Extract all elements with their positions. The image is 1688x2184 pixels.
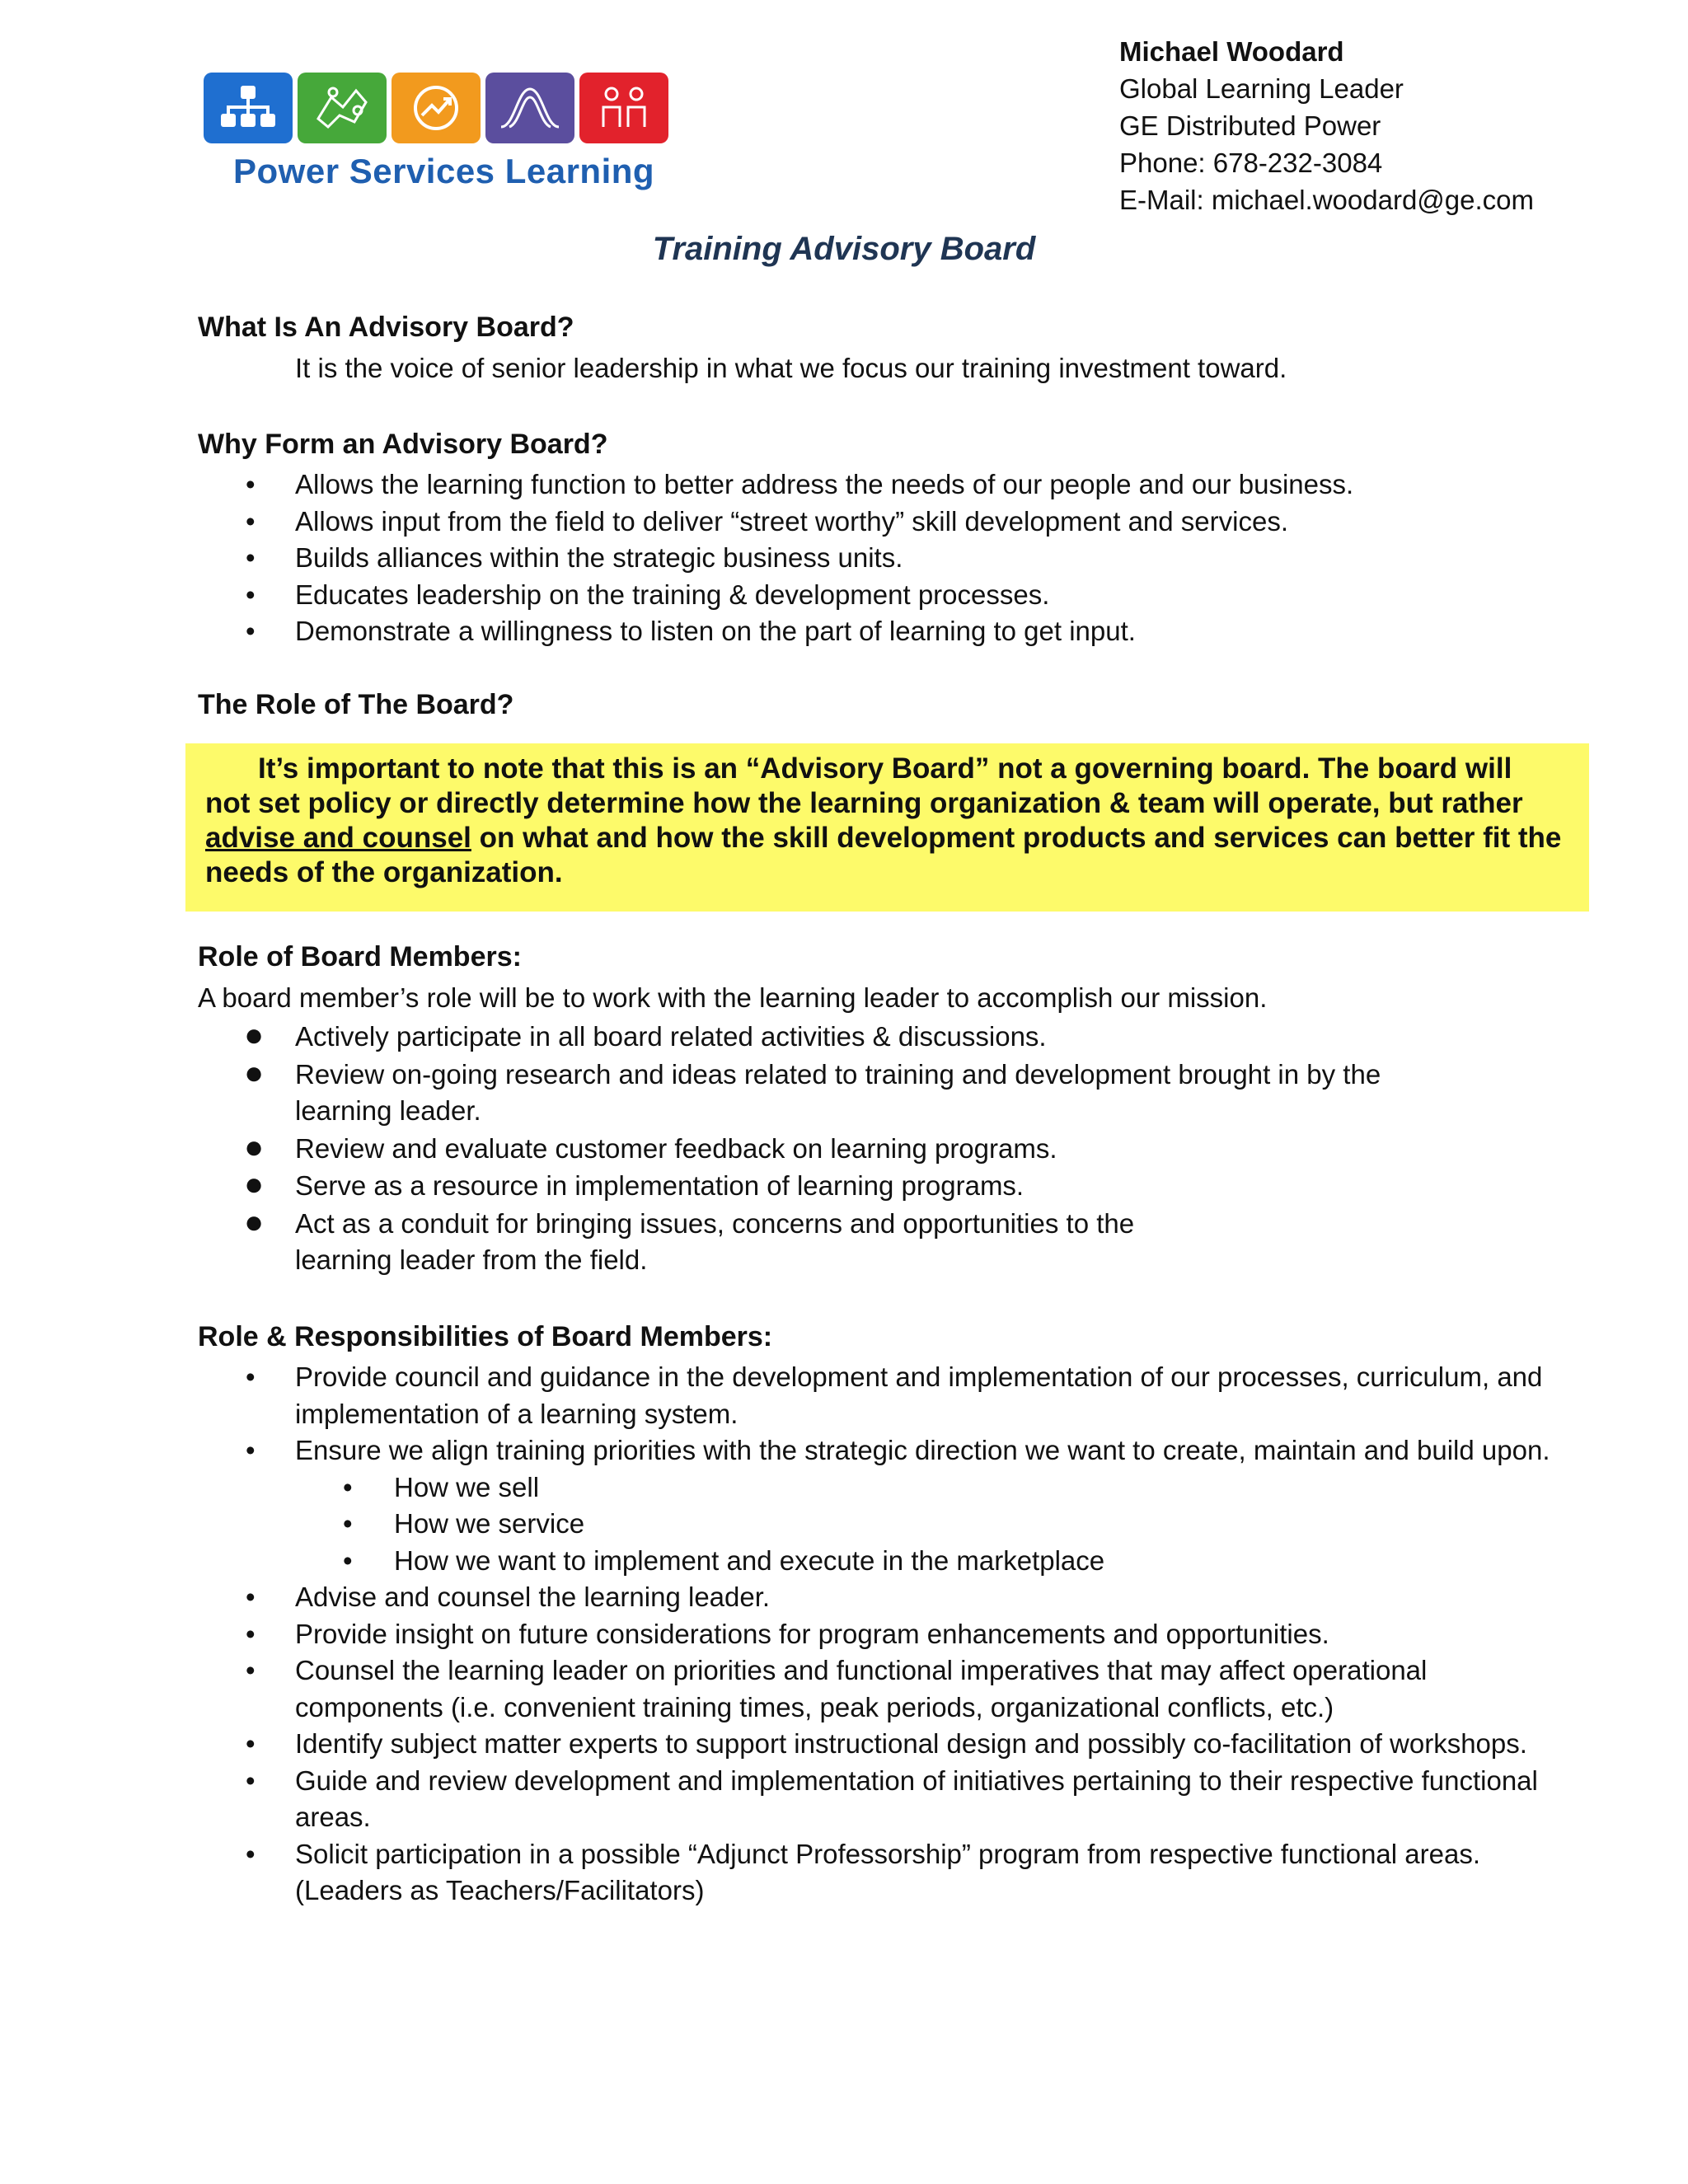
list-item: • Counsel the learning leader on priorities and functional imperatives that may affect operational components (i.e. convenient training times, peak periods, organizational conflicts, etc.) xyxy=(246,1655,1428,1722)
list-item: • Provide council and guidance in the development and implementation of our processes, curriculum, and implementation of a learning system. xyxy=(246,1361,1543,1429)
list-item: ● Review on-going research and ideas related to training and development brought in by the learning leader. xyxy=(244,1054,1381,1126)
people-icon xyxy=(579,73,668,143)
contact-company: GE Distributed Power xyxy=(1119,110,1381,141)
members-heading: Role of Board Members: xyxy=(198,941,522,972)
contact-name: Michael Woodard xyxy=(1119,36,1344,67)
logo-text: Power Services Learning xyxy=(233,152,655,190)
contact-email[interactable]: E-Mail: michael.woodard@ge.com xyxy=(1119,185,1535,215)
responsibilities-sub-list xyxy=(295,1469,1582,1580)
why-list xyxy=(198,466,1599,650)
list-item: • Identify subject matter experts to support instructional design and possibly co-facilitation of workshops. xyxy=(246,1728,1527,1759)
list-item: • Demonstrate a willingness to listen on the part of learning to get input. xyxy=(246,616,1136,646)
people-puzzle-icon xyxy=(298,73,387,143)
sub-list-item: • How we sell xyxy=(343,1471,540,1502)
list-item: • Provide insight on future considerations for program enhancements and opportunities. xyxy=(246,1618,1329,1649)
responsibilities-heading: Role & Responsibilities of Board Members: xyxy=(198,1321,773,1352)
what-heading: What Is An Advisory Board? xyxy=(198,312,574,343)
list-item: ● Serve as a resource in implementation of learning programs. xyxy=(244,1166,1025,1202)
contact-title: Global Learning Leader xyxy=(1119,73,1404,104)
contact-phone: Phone: 678-232-3084 xyxy=(1119,148,1383,178)
sub-list-item: • How we service xyxy=(343,1508,585,1539)
list-item: • Educates leadership on the training & development processes. xyxy=(246,579,1050,610)
list-item: • Solicit participation in a possible “Adjunct Professorship” program from respective functional areas. (Leaders as Teachers/Facilitators) xyxy=(246,1838,1480,1905)
list-item: • Allows the learning function to better address the needs of our people and our business. xyxy=(246,469,1354,499)
list-item: • Ensure we align training priorities with the strategic direction we want to create, maintain and build upon. • How we sell • How we service • How we want to implement and execute in the marketplace xyxy=(198,1432,1582,1579)
members-intro: A board member’s role will be to work with the learning leader to accomplish our mission. xyxy=(198,982,1268,1013)
list-item: • Builds alliances within the strategic business units. xyxy=(246,542,903,573)
growth-chart-icon xyxy=(392,73,481,143)
power-services-learning-logo xyxy=(204,73,673,204)
list-item: • Advise and counsel the learning leader. xyxy=(246,1582,771,1612)
list-item: ● Act as a conduit for bringing issues, concerns and opportunities to the learning leader from the field. xyxy=(244,1203,1135,1275)
contact-block xyxy=(1119,33,1534,218)
org-chart-icon xyxy=(204,73,293,143)
advisory-callout: It’s important to note that this is an “Advisory Board” not a governing board. The board will not set policy or directly determine how the learning organization & team will operate, but rather advise and counsel on what and how the skill development products and services can better fit the needs of the organization. xyxy=(185,743,1589,912)
list-item: • Allows input from the field to deliver “street worthy” skill development and services. xyxy=(246,505,1288,537)
members-list xyxy=(198,1019,1418,1279)
document-title: Training Advisory Board xyxy=(652,231,1036,267)
why-heading: Why Form an Advisory Board? xyxy=(198,429,608,460)
role-board-heading: The Role of The Board? xyxy=(198,689,514,720)
callout-underlined-text: advise and counsel xyxy=(205,822,471,854)
logo-tiles xyxy=(204,73,673,143)
responsibilities-list xyxy=(198,1359,1582,1910)
bell-curve-icon xyxy=(485,73,574,143)
list-item: ● Review and evaluate customer feedback on learning programs. xyxy=(244,1128,1057,1165)
what-text: It is the voice of senior leadership in what we focus our training investment toward. xyxy=(295,353,1287,383)
list-item: • Guide and review development and implementation of initiatives pertaining to their respective functional areas. xyxy=(246,1765,1538,1832)
list-item: ● Actively participate in all board related activities & discussions. xyxy=(244,1017,1047,1053)
sub-list-item: • How we want to implement and execute in the marketplace xyxy=(343,1544,1105,1576)
